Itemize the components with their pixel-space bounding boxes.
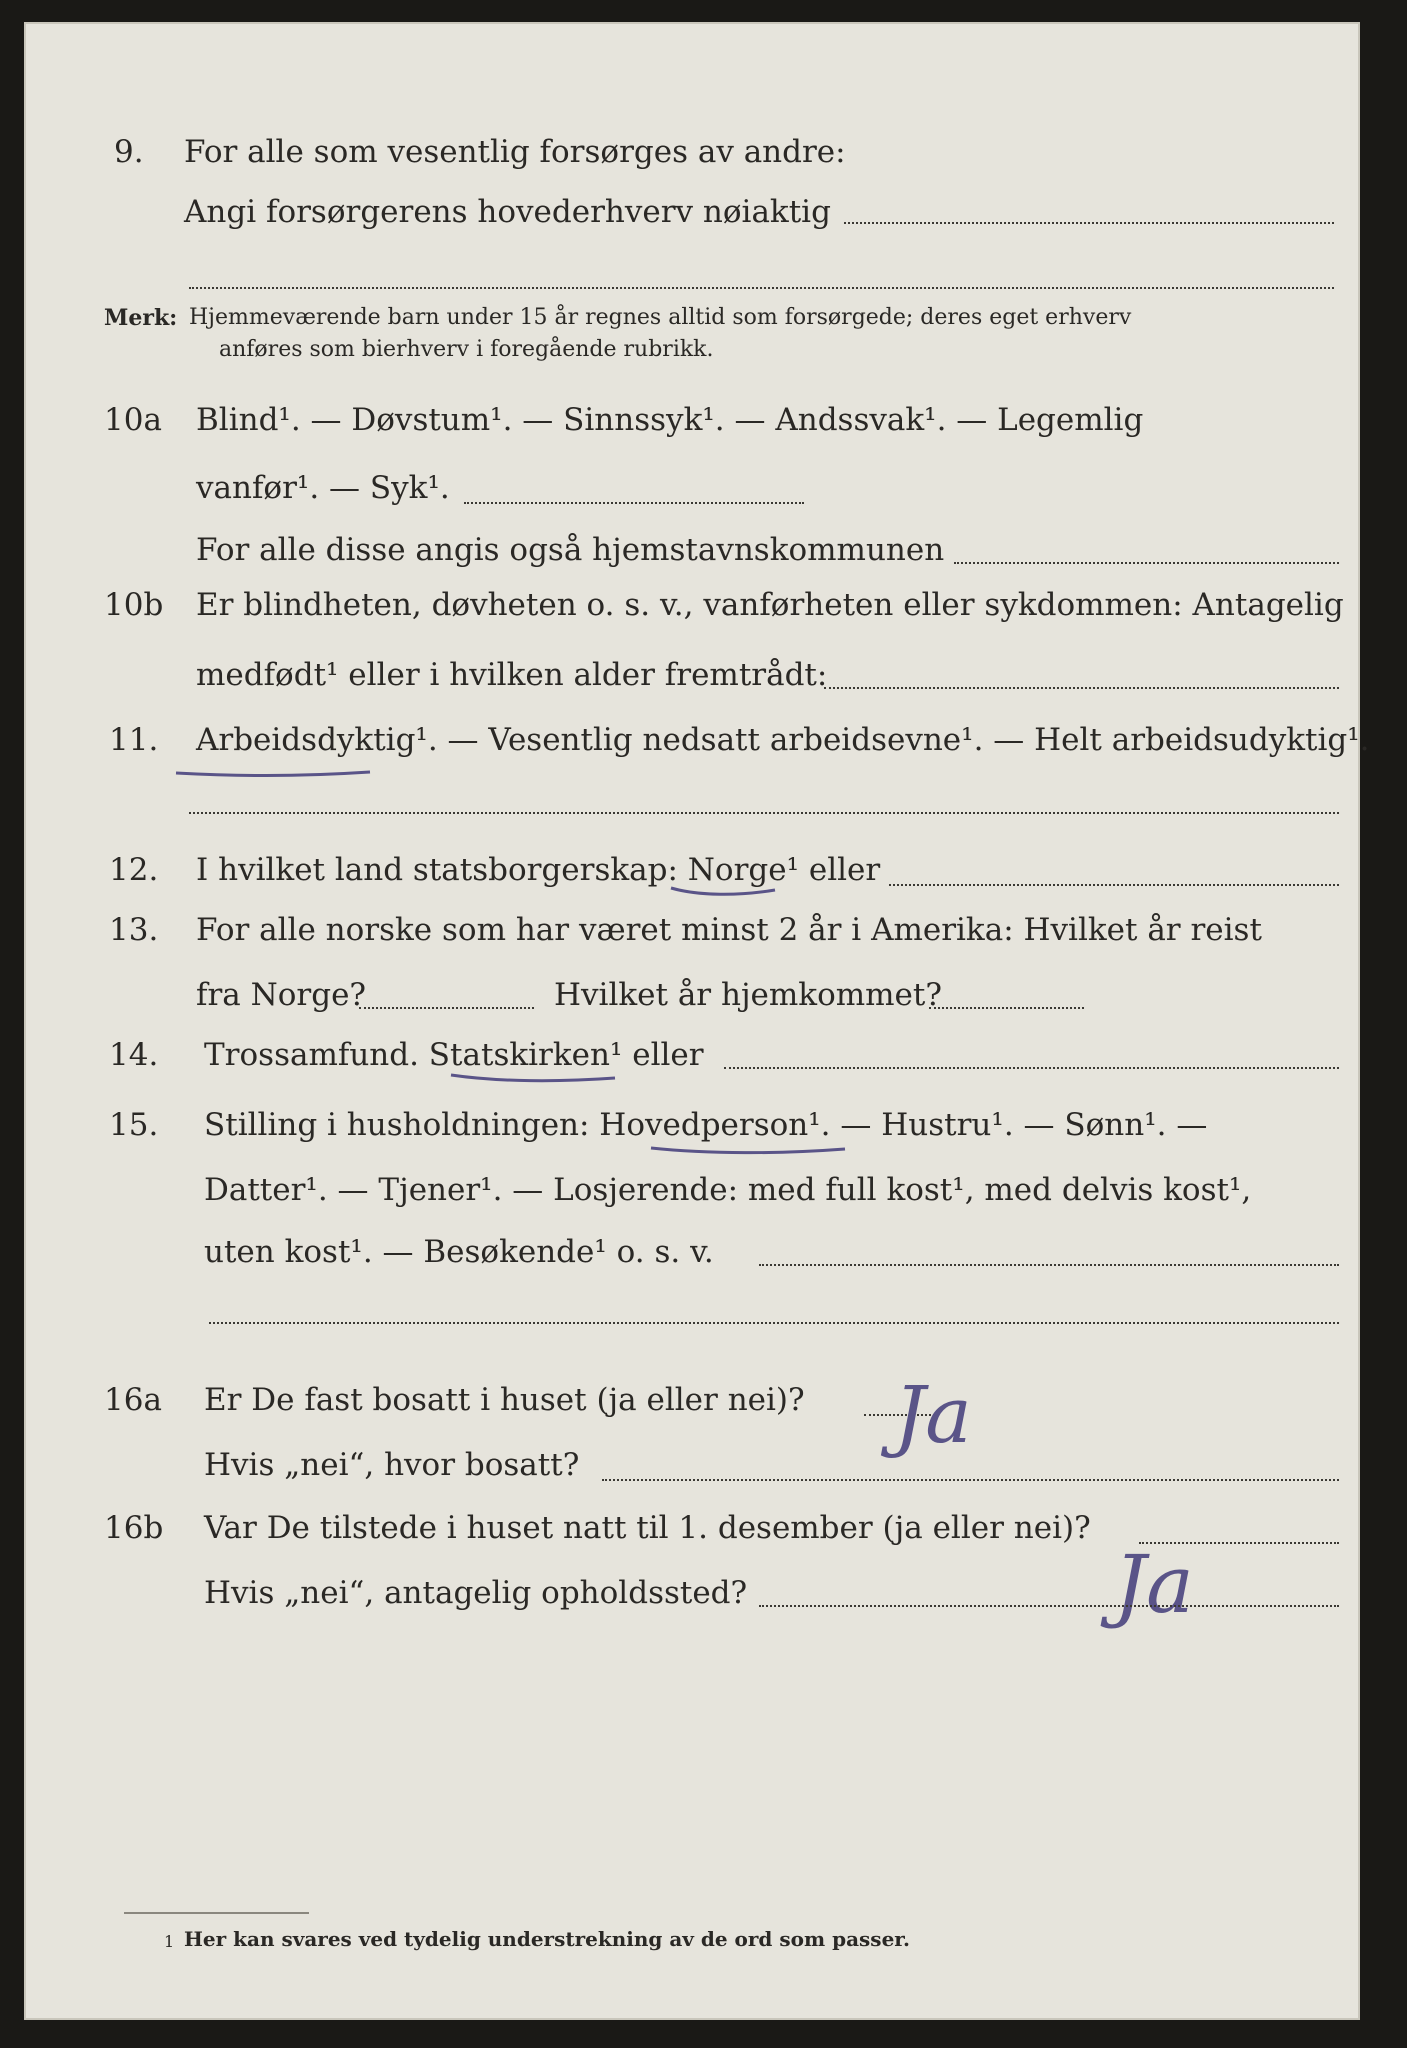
footnote-number: 1 bbox=[164, 1932, 175, 1951]
q16b-opholdssted-line[interactable] bbox=[759, 1605, 1339, 1607]
q10a-hjemstavn-line[interactable] bbox=[954, 562, 1339, 564]
q10b-answer-line[interactable] bbox=[824, 687, 1339, 689]
q13-text-2b: Hvilket år hjemkommet? bbox=[554, 977, 942, 1013]
q15-answer-line-2[interactable] bbox=[209, 1322, 1339, 1324]
q14-answer-line[interactable] bbox=[724, 1067, 1339, 1069]
q15-row-3 bbox=[24, 1234, 1360, 1274]
q10a-text-3: For alle disse angis også hjemstavnskommunen bbox=[196, 532, 945, 568]
q15-pen-underline bbox=[649, 1144, 849, 1156]
q12-answer-line[interactable] bbox=[889, 884, 1339, 886]
q15-row-2 bbox=[24, 1172, 1360, 1212]
merk-label: Merk: bbox=[104, 305, 178, 331]
q16a-row bbox=[24, 1382, 1360, 1422]
q12-pen-underline bbox=[669, 884, 779, 898]
q10a-row bbox=[24, 402, 1360, 442]
q15-text-3: uten kost¹. — Besøkende¹ o. s. v. bbox=[204, 1234, 714, 1270]
q13-hjemkommet-line[interactable] bbox=[929, 1007, 1084, 1009]
q10a-row-3 bbox=[24, 532, 1360, 572]
q13-row bbox=[24, 912, 1360, 952]
q12-text: I hvilket land statsborgerskap: Norge¹ eller bbox=[196, 852, 881, 888]
q16b-number: 16b bbox=[104, 1510, 164, 1546]
merk-text-2: anføres som bierhverv i foregående rubrikk. bbox=[219, 337, 714, 362]
q13-reist-line[interactable] bbox=[359, 1007, 534, 1009]
q10a-row-2 bbox=[24, 470, 1360, 510]
q13-text-2a: fra Norge? bbox=[196, 977, 367, 1013]
q15-answer-line[interactable] bbox=[759, 1264, 1339, 1266]
q9-number: 9. bbox=[114, 134, 144, 170]
q13-text: For alle norske som har været minst 2 år i Amerika: Hvilket år reist bbox=[196, 912, 1262, 948]
q16b-text-2: Hvis „nei“, antagelig opholdssted? bbox=[204, 1575, 748, 1611]
q13-row-2 bbox=[24, 977, 1360, 1017]
q12-number: 12. bbox=[109, 852, 159, 888]
q15-text-2: Datter¹. — Tjener¹. — Losjerende: med full kost¹, med delvis kost¹, bbox=[204, 1172, 1252, 1208]
q11-answer-line[interactable] bbox=[189, 812, 1339, 814]
q10b-text-2: medfødt¹ eller i hvilken alder fremtrådt: bbox=[196, 657, 828, 693]
q11-row bbox=[24, 722, 1370, 762]
footnote-rule bbox=[124, 1912, 309, 1914]
q9-row bbox=[24, 134, 1360, 174]
q16b-row-2 bbox=[24, 1575, 1360, 1615]
census-form-page bbox=[24, 22, 1370, 2020]
merk-text: Hjemmeværende barn under 15 år regnes alltid som forsørgede; deres eget erhverv bbox=[189, 305, 1132, 330]
q16a-answer-text: Ja bbox=[894, 1371, 972, 1461]
q15-text: Stilling i husholdningen: Hovedperson¹. — Hustru¹. — Sønn¹. — bbox=[204, 1107, 1208, 1143]
q10b-text: Er blindheten, døvheten o. s. v., vanførheten eller sykdommen: Antagelig bbox=[196, 587, 1344, 623]
q9-answer-line[interactable] bbox=[844, 222, 1334, 224]
q16b-answer-text: Ja bbox=[1114, 1538, 1194, 1631]
q10b-row bbox=[24, 587, 1360, 627]
q16a-number: 16a bbox=[104, 1382, 162, 1418]
q10a-text: Blind¹. — Døvstum¹. — Sinnssyk¹. — Andssvak¹. — Legemlig bbox=[196, 402, 1144, 438]
q11-pen-underline bbox=[174, 767, 374, 779]
q16a-text-2: Hvis „nei“, hvor bosatt? bbox=[204, 1447, 580, 1483]
q10b-number: 10b bbox=[104, 587, 164, 623]
q9-row-2 bbox=[24, 194, 1360, 234]
footnote-text: Her kan svares ved tydelig understrekning av de ord som passer. bbox=[184, 1927, 910, 1951]
q13-number: 13. bbox=[109, 912, 159, 948]
q11-text: Arbeidsdyktig¹. — Vesentlig nedsatt arbeidsevne¹. — Helt arbeidsudyktig¹. bbox=[196, 722, 1370, 758]
q11-number: 11. bbox=[109, 722, 159, 758]
q14-pen-underline bbox=[449, 1072, 619, 1084]
q14-number: 14. bbox=[109, 1037, 159, 1073]
q9-text-2: Angi forsørgerens hovederhverv nøiaktig bbox=[184, 194, 831, 230]
q14-text: Trossamfund. Statskirken¹ eller bbox=[204, 1037, 704, 1073]
q14-row bbox=[24, 1037, 1360, 1077]
q10a-text-2: vanfør¹. — Syk¹. bbox=[196, 470, 450, 506]
q9-answer-line-2[interactable] bbox=[189, 287, 1334, 289]
q10b-row-2 bbox=[24, 657, 1360, 697]
q15-row bbox=[24, 1107, 1360, 1147]
q16a-row-2 bbox=[24, 1447, 1360, 1487]
q10a-answer-line[interactable] bbox=[464, 502, 804, 504]
q10a-number: 10a bbox=[104, 402, 162, 438]
q16b-text: Var De tilstede i huset natt til 1. desember (ja eller nei)? bbox=[204, 1510, 1091, 1546]
merk-row bbox=[104, 305, 177, 331]
q15-number: 15. bbox=[109, 1107, 159, 1143]
q16a-text: Er De fast bosatt i huset (ja eller nei)? bbox=[204, 1382, 805, 1418]
q9-text: For alle som vesentlig forsørges av andre: bbox=[184, 134, 846, 170]
q16a-bosatt-line[interactable] bbox=[602, 1479, 1339, 1481]
